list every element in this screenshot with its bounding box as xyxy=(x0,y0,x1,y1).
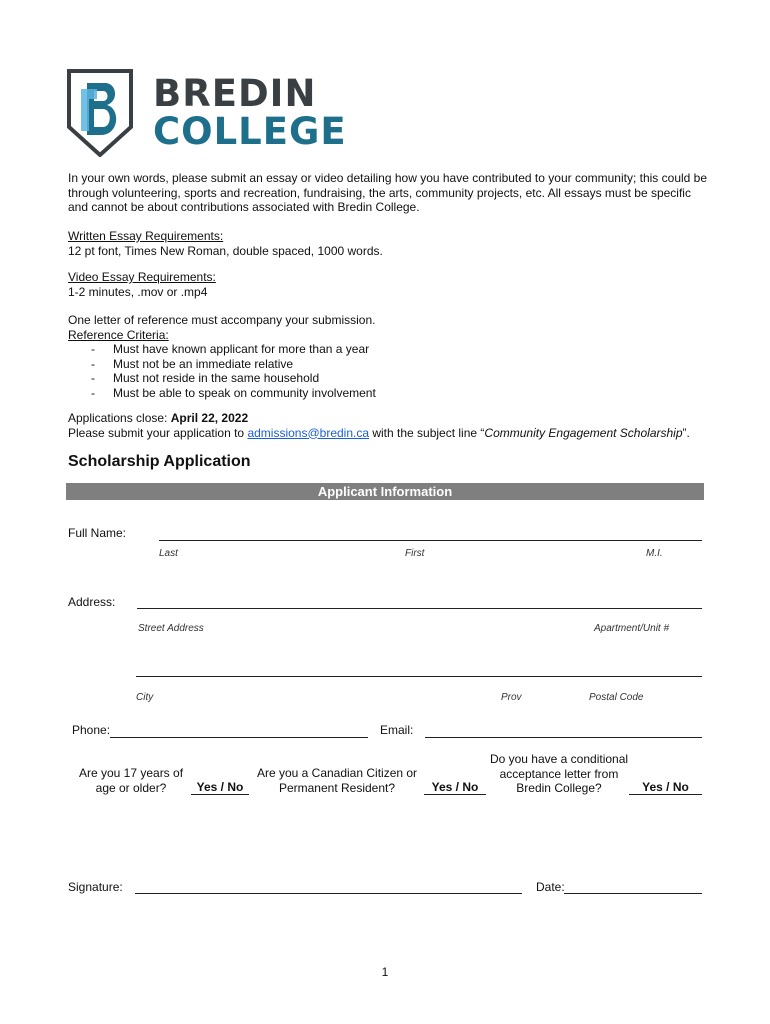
phone-label: Phone: xyxy=(72,723,111,737)
phone-field[interactable] xyxy=(110,737,368,738)
city-sublabel: City xyxy=(136,692,154,703)
written-text: 12 pt font, Times New Roman, double spaced, 1000 words. xyxy=(68,243,383,258)
email-label: Email: xyxy=(380,723,414,737)
citizenship-question: Are you a Canadian Citizen or Permanent Resident? xyxy=(256,766,418,795)
deadline-date: April 22, 2022 xyxy=(170,411,249,425)
email-field[interactable] xyxy=(425,737,702,738)
subject-line: Community Engagement Scholarship xyxy=(484,425,683,440)
age-yes-no[interactable]: Yes / No xyxy=(191,780,249,795)
mi-sublabel: M.I. xyxy=(646,548,663,559)
deadline-section xyxy=(68,411,708,440)
list-item: - Must not reside in the same household xyxy=(68,371,708,386)
street-address-sublabel: Street Address xyxy=(138,623,204,634)
reference-heading: Reference Criteria: xyxy=(68,327,169,342)
intro-paragraph: In your own words, please submit an essay or video detailing how you have contributed to your community; this could be through volunteering, sports and recreation, fundraising, the arts, community projects, etc. All essays must be specific and cannot be about contributions associated with Bredin College. xyxy=(68,171,708,214)
apartment-sublabel: Apartment/Unit # xyxy=(594,623,670,634)
full-name-field[interactable] xyxy=(159,540,702,541)
video-text: 1-2 minutes, .mov or .mp4 xyxy=(68,284,208,299)
logo-wordmark-bredin: BREDIN xyxy=(153,72,317,115)
list-item: - Must not be an immediate relative xyxy=(68,357,708,372)
age-question: Are you 17 years of age or older? xyxy=(78,766,184,795)
submit-text-end: ”. xyxy=(682,425,690,440)
city-field[interactable] xyxy=(136,676,702,677)
logo-wordmark-college: COLLEGE xyxy=(153,110,347,153)
street-address-field[interactable] xyxy=(137,608,702,609)
reference-list xyxy=(68,342,708,400)
date-label: Date: xyxy=(536,880,565,894)
reference-section xyxy=(68,313,708,400)
written-heading: Written Essay Requirements: xyxy=(68,229,224,243)
last-name-sublabel: Last xyxy=(159,548,178,559)
video-requirements xyxy=(68,270,708,299)
address-label: Address: xyxy=(68,595,116,609)
full-name-label: Full Name: xyxy=(68,526,127,540)
list-item: - Must have known applicant for more than a year xyxy=(68,342,708,357)
reference-intro: One letter of reference must accompany your submission. xyxy=(68,313,376,327)
submit-text-after: with the subject line “ xyxy=(369,425,485,440)
acceptance-yes-no[interactable]: Yes / No xyxy=(629,780,702,795)
list-item: - Must be able to speak on community involvement xyxy=(68,386,708,401)
email-link[interactable]: admissions@bredin.ca xyxy=(247,425,370,440)
video-heading: Video Essay Requirements: xyxy=(68,270,216,284)
citizenship-yes-no[interactable]: Yes / No xyxy=(424,780,486,795)
page-number: 1 xyxy=(381,965,389,979)
prov-sublabel: Prov xyxy=(501,692,522,703)
first-name-sublabel: First xyxy=(405,548,425,559)
submit-text-before: Please submit your application to xyxy=(68,425,248,440)
signature-label: Signature: xyxy=(68,880,123,894)
written-requirements xyxy=(68,229,708,258)
signature-field[interactable] xyxy=(135,893,522,894)
form-title: Scholarship Application xyxy=(68,453,251,470)
section-header: Applicant Information xyxy=(66,483,704,500)
deadline-label: Applications close: xyxy=(68,411,168,425)
postal-code-sublabel: Postal Code xyxy=(589,692,644,703)
bredin-logo-icon xyxy=(67,69,133,157)
date-field[interactable] xyxy=(564,893,702,894)
acceptance-question: Do you have a conditional acceptance letter from Bredin College? xyxy=(489,752,629,795)
